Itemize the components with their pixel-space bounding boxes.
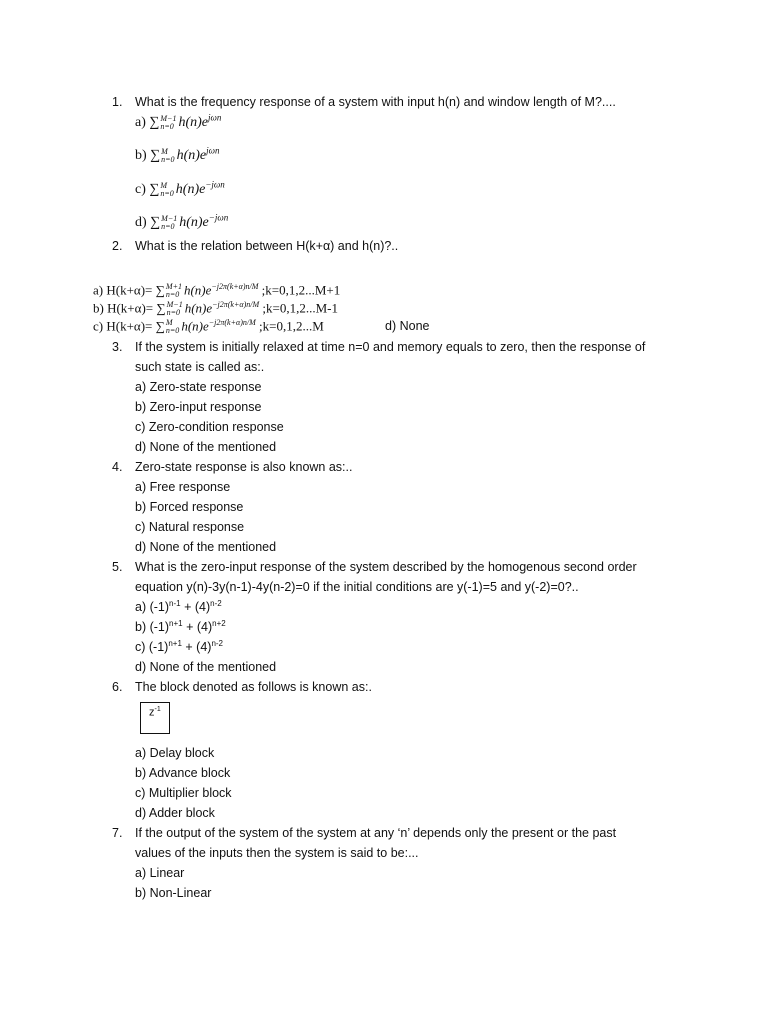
delay-block-diagram: $z^{-1}$ xyxy=(140,702,170,734)
option-4b: b) Forced response xyxy=(135,500,244,514)
option-6d: d) Adder block xyxy=(135,806,215,820)
option-7a: a) Linear xyxy=(135,866,185,880)
option-1c: c) ∑ M n=0 $h(n)e^{-j\omega n}$ xyxy=(135,179,225,198)
option-5a: a) $(-1)^{n-1} + (4)^{n-2}$ xyxy=(135,599,222,614)
option-5b: b) $(-1)^{n+1} + (4)^{n+2}$ xyxy=(135,619,226,634)
question-text: If the output of the system of the system at any ‘n’ depends only the present or the past values of the inputs then the system is said to be:... xyxy=(135,826,617,860)
option-5c: c) $(-1)^{n+1} + (4)^{n-2}$ xyxy=(135,639,223,654)
option-3b: b) Zero-input response xyxy=(135,400,262,414)
question-number: 5. xyxy=(112,560,123,574)
option-1b: b) ∑ M n=0 $h(n)e^{j\omega n}$ xyxy=(135,145,220,164)
option-4a: a) Free response xyxy=(135,480,231,494)
option-6b: b) Advance block xyxy=(135,766,231,780)
option-2b: b) H(k+α)= ∑ M−1 n=0 $h(n)e^{-j2\pi(k+\alpha)n/M}$ ;k=0,1,2...M-1 xyxy=(93,300,338,318)
question-text: What is the zero-input response of the system described by the homogenous second order equation y(n)-3y(n-1)-4y(n-2)=0 if the initial conditions are y(-1)=5 and y(-2)=0?.. xyxy=(135,560,637,594)
option-1a: a) ∑ M−1 n=0 $h(n)e^{j\omega n}$ xyxy=(135,112,222,131)
option-2d: d) None xyxy=(385,319,430,333)
option-4d: d) None of the mentioned xyxy=(135,540,277,554)
question-text: What is the relation between H(k+α) and h(n)?.. xyxy=(135,239,399,253)
option-3d: d) None of the mentioned xyxy=(135,440,277,454)
option-3c: c) Zero-condition response xyxy=(135,420,284,434)
question-text: Zero-state response is also known as:.. xyxy=(135,460,353,474)
option-5d: d) None of the mentioned xyxy=(135,660,277,674)
option-7b: b) Non-Linear xyxy=(135,886,212,900)
option-4c: c) Natural response xyxy=(135,520,245,534)
question-number: 3. xyxy=(112,340,123,354)
question-text: What is the frequency response of a system with input h(n) and window length of M?.... xyxy=(135,95,616,109)
option-6a: a) Delay block xyxy=(135,746,215,760)
question-number: 7. xyxy=(112,826,123,840)
option-2a: a) H(k+α)= ∑ M+1 n=0 $h(n)e^{-j2\pi(k+\alpha)n/M}$ ;k=0,1,2...M+1 xyxy=(93,282,341,300)
option-1d: d) ∑ M−1 n=0 $h(n)e^{-j\omega n}$ xyxy=(135,212,229,231)
question-number: 2. xyxy=(112,239,123,253)
option-2c: c) H(k+α)= ∑ M n=0 $h(n)e^{-j2\pi(k+\alpha)n/M}$ ;k=0,1,2...M xyxy=(93,318,324,336)
option-6c: c) Multiplier block xyxy=(135,786,232,800)
question-text: If the system is initially relaxed at time n=0 and memory equals to zero, then the response of such state is called as:. xyxy=(135,340,646,374)
option-3a: a) Zero-state response xyxy=(135,380,262,394)
question-text: The block denoted as follows is known as:. xyxy=(135,680,372,694)
question-number: 1. xyxy=(112,95,123,109)
question-number: 6. xyxy=(112,680,123,694)
question-number: 4. xyxy=(112,460,123,474)
